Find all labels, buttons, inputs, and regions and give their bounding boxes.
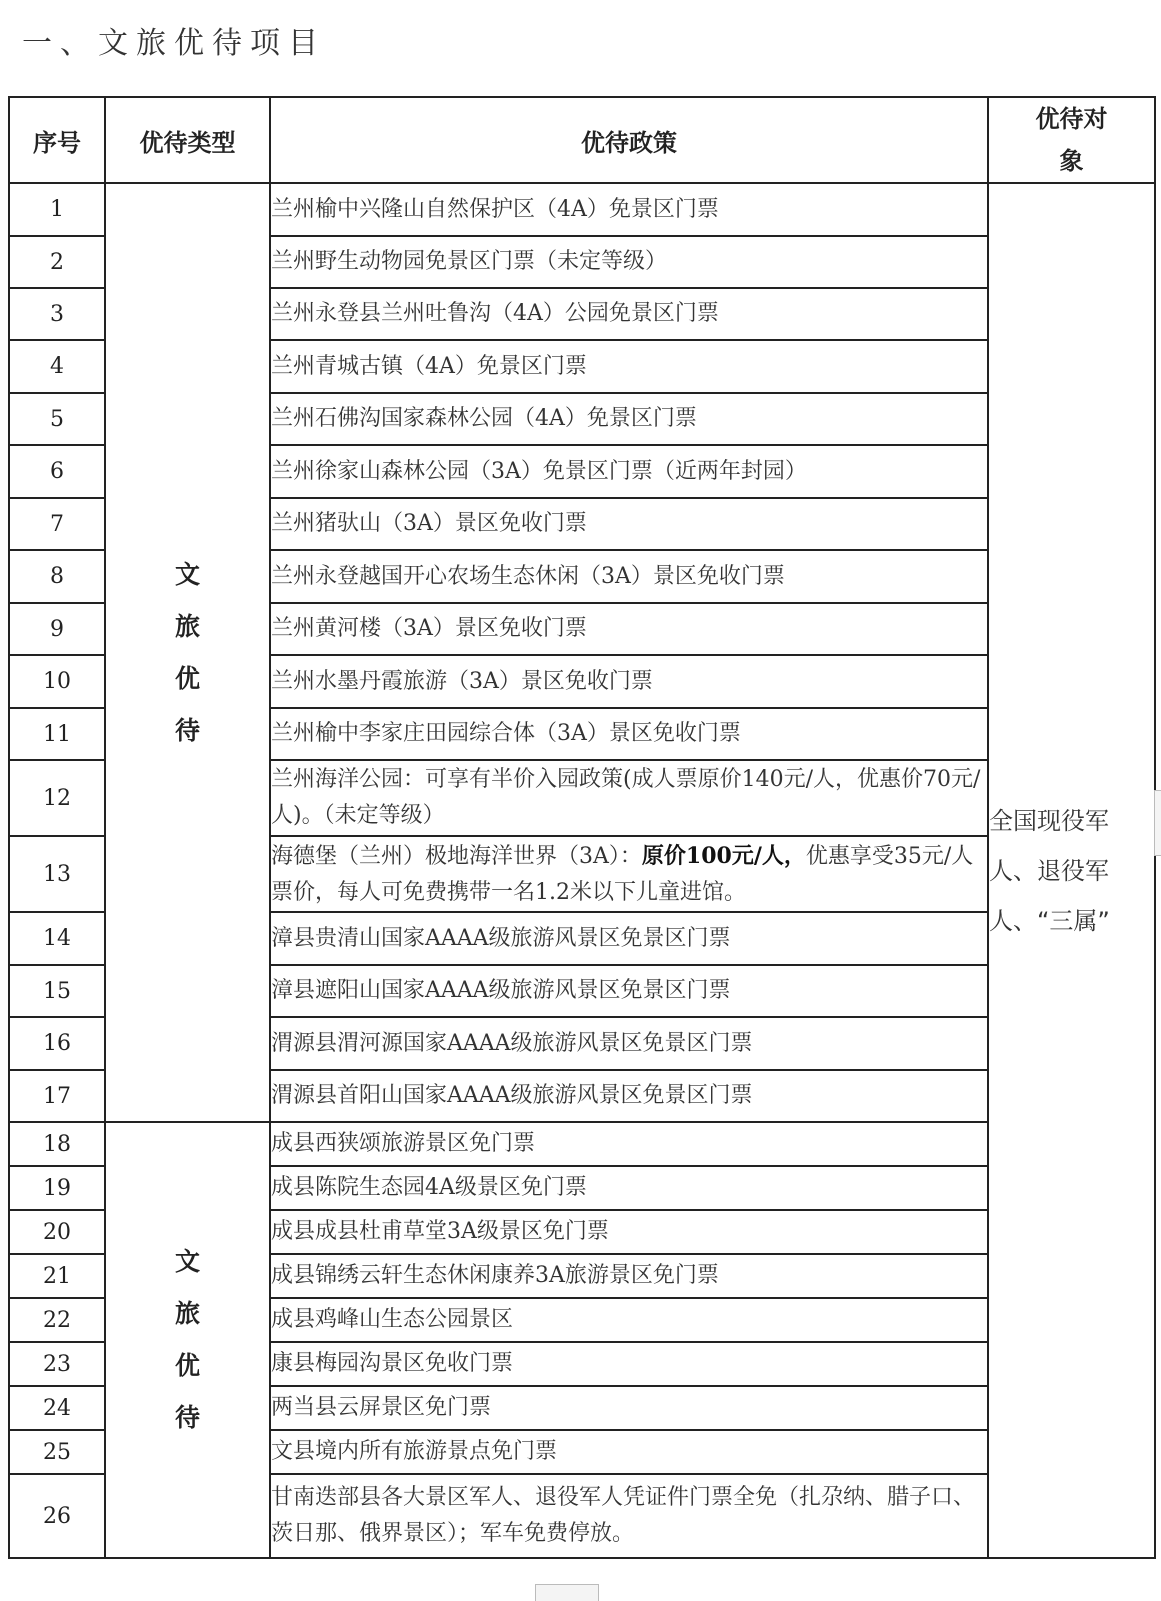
row-number: 11 <box>9 708 105 760</box>
row-number: 16 <box>9 1017 105 1070</box>
policy-cell: 成县鸡峰山生态公园景区 <box>270 1298 988 1342</box>
target-cell: 全国现役军人、退役军人、“三属” <box>988 183 1155 1558</box>
policy-cell: 兰州榆中李家庄田园综合体（3A）景区免收门票 <box>270 708 988 760</box>
policy-cell: 兰州海洋公园：可享有半价入园政策(成人票原价140元/人，优惠价70元/人)。（未定等级） <box>270 760 988 836</box>
policy-cell: 兰州石佛沟国家森林公园（4A）免景区门票 <box>270 393 988 445</box>
header-no: 序号 <box>9 97 105 183</box>
header-type: 优待类型 <box>105 97 270 183</box>
row-number: 25 <box>9 1430 105 1474</box>
type-cell-group-1: 文旅优待 <box>105 183 270 1122</box>
policy-cell: 成县陈院生态园4A级景区免门票 <box>270 1166 988 1210</box>
row-number: 26 <box>9 1474 105 1558</box>
policy-cell: 兰州永登县兰州吐鲁沟（4A）公园免景区门票 <box>270 288 988 340</box>
policy-cell: 兰州野生动物园免景区门票（未定等级） <box>270 236 988 288</box>
policy-cell: 成县锦绣云轩生态休闲康养3A旅游景区免门票 <box>270 1254 988 1298</box>
row-number: 9 <box>9 603 105 655</box>
table-header-row <box>9 97 1155 183</box>
policy-cell: 兰州青城古镇（4A）免景区门票 <box>270 340 988 393</box>
policy-cell: 兰州永登越国开心农场生态休闲（3A）景区免收门票 <box>270 550 988 603</box>
header-policy: 优待政策 <box>270 97 988 183</box>
row-number: 21 <box>9 1254 105 1298</box>
table-row <box>9 1122 1155 1166</box>
policy-cell: 漳县遮阳山国家AAAA级旅游风景区免景区门票 <box>270 965 988 1017</box>
row-number: 14 <box>9 912 105 965</box>
policy-cell: 渭源县首阳山国家AAAA级旅游风景区免景区门票 <box>270 1070 988 1122</box>
policy-cell: 文县境内所有旅游景点免门票 <box>270 1430 988 1474</box>
row-number: 12 <box>9 760 105 836</box>
header-target: 优待对象 <box>988 97 1155 183</box>
row-number: 10 <box>9 655 105 708</box>
row-number: 5 <box>9 393 105 445</box>
row-number: 19 <box>9 1166 105 1210</box>
policy-cell: 兰州水墨丹霞旅游（3A）景区免收门票 <box>270 655 988 708</box>
type-cell-group-2: 文旅优待 <box>105 1122 270 1558</box>
row-number: 15 <box>9 965 105 1017</box>
policy-cell: 兰州榆中兴隆山自然保护区（4A）免景区门票 <box>270 183 988 236</box>
row-number: 24 <box>9 1386 105 1430</box>
policy-cell: 甘南迭部县各大景区军人、退役军人凭证件门票全免（扎尕纳、腊子口、茨日那、俄界景区）；军车免费停放。 <box>270 1474 988 1558</box>
policy-cell: 两当县云屏景区免门票 <box>270 1386 988 1430</box>
page-heading: 一、文旅优待项目 <box>22 26 326 61</box>
policy-cell: 成县西狭颂旅游景区免门票 <box>270 1122 988 1166</box>
row-number: 4 <box>9 340 105 393</box>
row-number: 1 <box>9 183 105 236</box>
page-scroll-handle[interactable] <box>535 1584 599 1601</box>
policy-cell: 兰州黄河楼（3A）景区免收门票 <box>270 603 988 655</box>
policy-cell: 海德堡（兰州）极地海洋世界（3A）：原价100元/人，优惠享受35元/人票价，每人可免费携带一名1.2米以下儿童进馆。 <box>270 836 988 912</box>
policy-cell: 兰州猪驮山（3A）景区免收门票 <box>270 498 988 550</box>
row-number: 20 <box>9 1210 105 1254</box>
table-row <box>9 183 1155 236</box>
row-number: 13 <box>9 836 105 912</box>
policy-cell: 成县成县杜甫草堂3A级景区免门票 <box>270 1210 988 1254</box>
row-number: 7 <box>9 498 105 550</box>
preferential-table <box>8 96 1156 1559</box>
side-scroll-handle[interactable] <box>1154 790 1161 856</box>
row-number: 23 <box>9 1342 105 1386</box>
row-number: 17 <box>9 1070 105 1122</box>
policy-cell: 渭源县渭河源国家AAAA级旅游风景区免景区门票 <box>270 1017 988 1070</box>
policy-cell: 兰州徐家山森林公园（3A）免景区门票（近两年封园） <box>270 445 988 498</box>
policy-cell: 康县梅园沟景区免收门票 <box>270 1342 988 1386</box>
row-number: 3 <box>9 288 105 340</box>
policy-cell: 漳县贵清山国家AAAA级旅游风景区免景区门票 <box>270 912 988 965</box>
row-number: 18 <box>9 1122 105 1166</box>
row-number: 6 <box>9 445 105 498</box>
row-number: 22 <box>9 1298 105 1342</box>
row-number: 2 <box>9 236 105 288</box>
row-number: 8 <box>9 550 105 603</box>
